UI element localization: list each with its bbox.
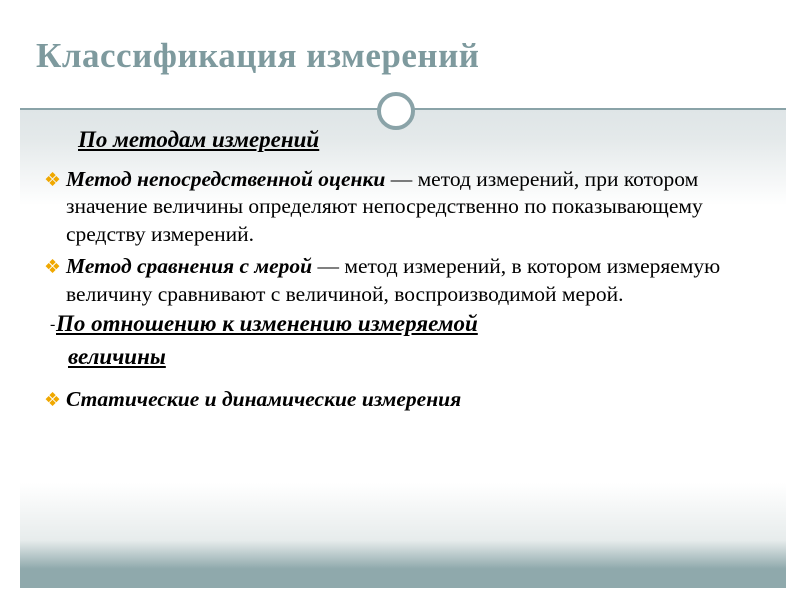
decorative-ring-icon bbox=[377, 92, 415, 130]
list-item-definition: — метод измерений, при котором значение величины определяют непосредственно по показывающему средству измерений. bbox=[66, 166, 703, 246]
list-item-text bbox=[66, 253, 780, 308]
list-item-text bbox=[66, 166, 780, 249]
list-item-text: Статические и динамические измерения bbox=[66, 386, 462, 411]
bullet-diamond-icon: ❖ bbox=[44, 257, 62, 279]
slide-frame-right bbox=[786, 0, 800, 600]
list-item-term: Метод сравнения с мерой bbox=[66, 254, 313, 279]
section-heading-methods: По методам измерений bbox=[78, 127, 320, 152]
list-item-term: Метод непосредственной оценки bbox=[66, 166, 386, 191]
section-heading-relation-wrap bbox=[20, 308, 786, 376]
section-heading-relation-line2: величины bbox=[68, 344, 166, 370]
list-item-definition: — метод измерений, в котором измеряемую величину сравнивают с величиной, воспроизводимой мерой. bbox=[66, 254, 721, 306]
dash-marker: - bbox=[50, 316, 56, 334]
bullet-diamond-icon: ❖ bbox=[44, 389, 62, 411]
slide-frame-bottom bbox=[0, 588, 800, 600]
slide-frame-top bbox=[0, 0, 800, 22]
slide-frame-left bbox=[0, 0, 20, 600]
list-item bbox=[20, 386, 786, 414]
section-heading-relation-line1: По отношению к изменению измеряемой bbox=[56, 311, 478, 337]
list-item bbox=[20, 166, 786, 249]
list-item bbox=[20, 253, 786, 308]
page-title: Классификация измерений bbox=[36, 36, 480, 75]
bullet-diamond-icon: ❖ bbox=[44, 169, 62, 191]
slide-content bbox=[20, 112, 786, 414]
